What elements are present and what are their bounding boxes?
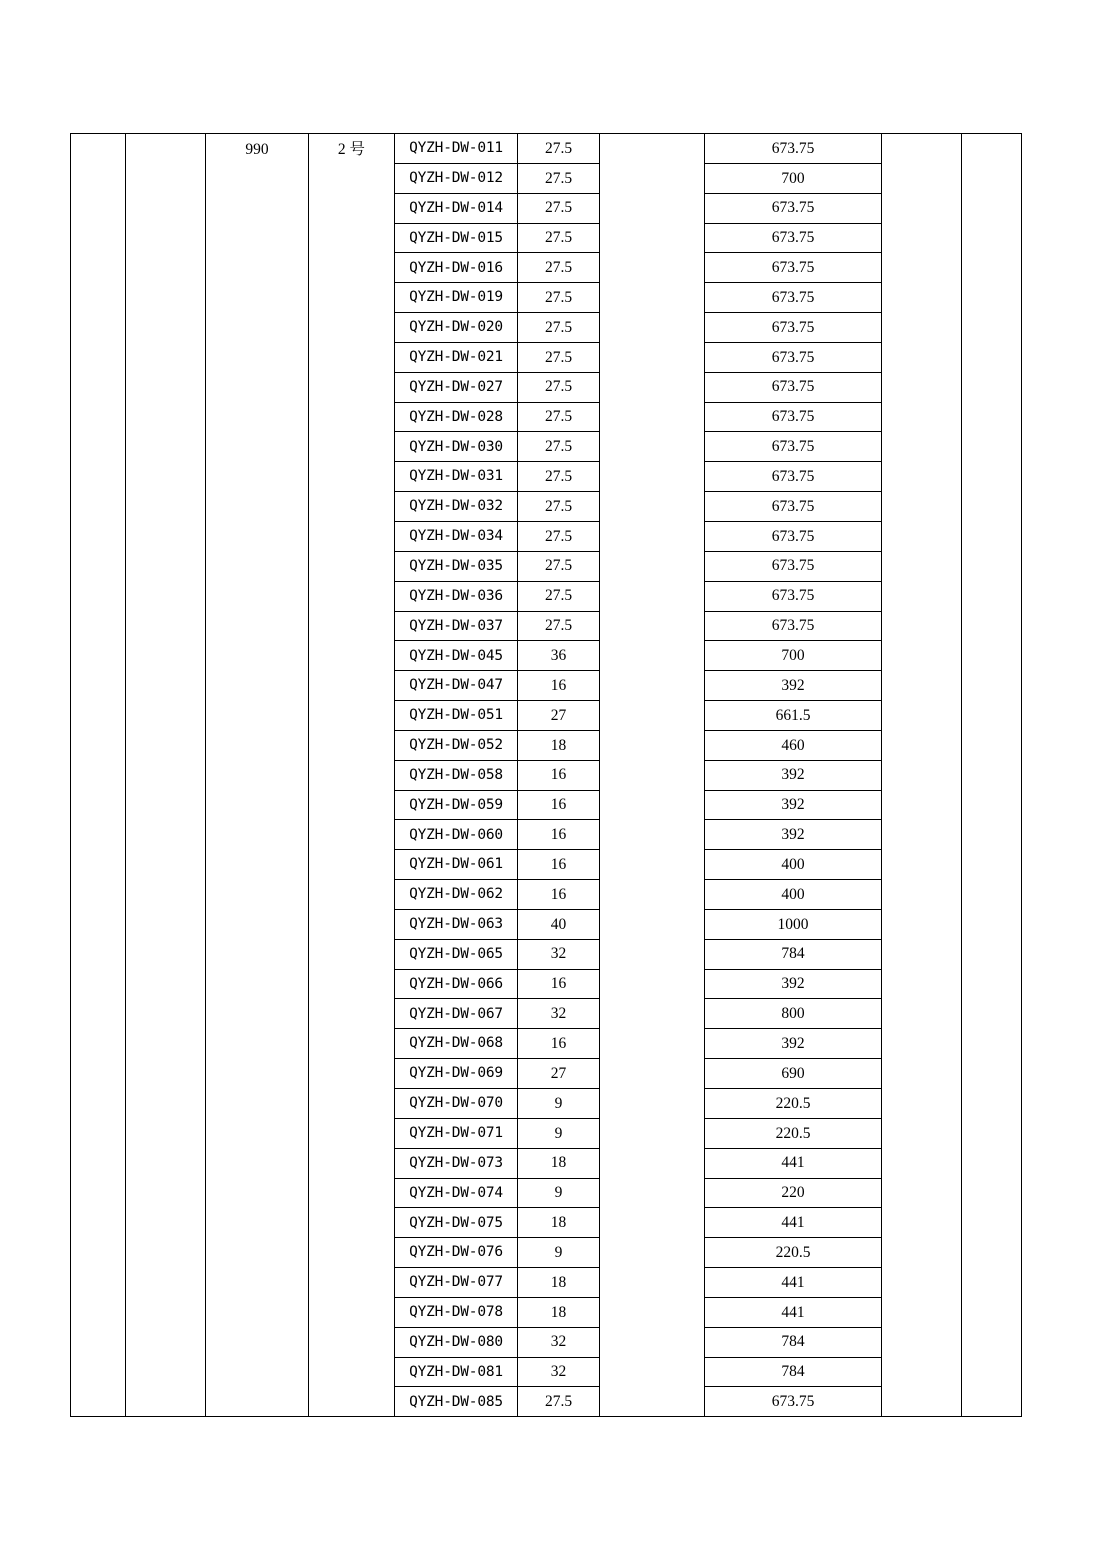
qty-cell: 16 xyxy=(518,790,600,820)
merged-col-7-cell xyxy=(600,134,705,1417)
qty-cell: 27.5 xyxy=(518,223,600,253)
amount-cell: 400 xyxy=(705,850,882,880)
code-cell: QYZH-DW-051 xyxy=(395,701,518,731)
code-cell: QYZH-DW-058 xyxy=(395,760,518,790)
amount-cell: 673.75 xyxy=(705,283,882,313)
amount-cell: 220 xyxy=(705,1178,882,1208)
merged-col-10-cell xyxy=(962,134,1022,1417)
code-cell: QYZH-DW-075 xyxy=(395,1208,518,1238)
amount-cell: 673.75 xyxy=(705,611,882,641)
amount-cell: 673.75 xyxy=(705,432,882,462)
qty-cell: 16 xyxy=(518,1029,600,1059)
code-cell: QYZH-DW-012 xyxy=(395,163,518,193)
qty-cell: 27.5 xyxy=(518,163,600,193)
code-cell: QYZH-DW-021 xyxy=(395,342,518,372)
amount-cell: 441 xyxy=(705,1297,882,1327)
merged-number-label-cell: 2 号 xyxy=(309,134,395,1417)
amount-cell: 441 xyxy=(705,1268,882,1298)
amount-cell: 784 xyxy=(705,1357,882,1387)
code-cell: QYZH-DW-063 xyxy=(395,909,518,939)
qty-cell: 27.5 xyxy=(518,342,600,372)
code-cell: QYZH-DW-047 xyxy=(395,671,518,701)
amount-cell: 673.75 xyxy=(705,1387,882,1417)
merged-col-1-cell xyxy=(71,134,126,1417)
qty-cell: 27.5 xyxy=(518,313,600,343)
qty-cell: 16 xyxy=(518,760,600,790)
code-cell: QYZH-DW-067 xyxy=(395,999,518,1029)
amount-cell: 673.75 xyxy=(705,223,882,253)
code-cell: QYZH-DW-037 xyxy=(395,611,518,641)
qty-cell: 18 xyxy=(518,1268,600,1298)
qty-cell: 27.5 xyxy=(518,134,600,164)
code-cell: QYZH-DW-019 xyxy=(395,283,518,313)
code-cell: QYZH-DW-011 xyxy=(395,134,518,164)
amount-cell: 800 xyxy=(705,999,882,1029)
code-cell: QYZH-DW-027 xyxy=(395,372,518,402)
qty-cell: 18 xyxy=(518,1148,600,1178)
code-cell: QYZH-DW-045 xyxy=(395,641,518,671)
amount-cell: 690 xyxy=(705,1059,882,1089)
amount-cell: 673.75 xyxy=(705,551,882,581)
code-cell: QYZH-DW-074 xyxy=(395,1178,518,1208)
qty-cell: 27.5 xyxy=(518,402,600,432)
qty-cell: 27.5 xyxy=(518,432,600,462)
code-cell: QYZH-DW-016 xyxy=(395,253,518,283)
amount-cell: 392 xyxy=(705,1029,882,1059)
qty-cell: 16 xyxy=(518,850,600,880)
qty-cell: 32 xyxy=(518,1357,600,1387)
qty-cell: 32 xyxy=(518,999,600,1029)
amount-cell: 392 xyxy=(705,820,882,850)
amount-cell: 673.75 xyxy=(705,402,882,432)
qty-cell: 32 xyxy=(518,939,600,969)
code-cell: QYZH-DW-066 xyxy=(395,969,518,999)
amount-cell: 1000 xyxy=(705,909,882,939)
amount-cell: 220.5 xyxy=(705,1118,882,1148)
amount-cell: 392 xyxy=(705,969,882,999)
qty-cell: 9 xyxy=(518,1238,600,1268)
code-cell: QYZH-DW-059 xyxy=(395,790,518,820)
qty-cell: 27 xyxy=(518,701,600,731)
qty-cell: 27.5 xyxy=(518,462,600,492)
code-cell: QYZH-DW-032 xyxy=(395,492,518,522)
amount-cell: 673.75 xyxy=(705,253,882,283)
table-body xyxy=(71,134,1022,1417)
code-cell: QYZH-DW-052 xyxy=(395,730,518,760)
code-cell: QYZH-DW-060 xyxy=(395,820,518,850)
qty-cell: 27.5 xyxy=(518,581,600,611)
code-cell: QYZH-DW-071 xyxy=(395,1118,518,1148)
amount-cell: 784 xyxy=(705,939,882,969)
code-cell: QYZH-DW-085 xyxy=(395,1387,518,1417)
qty-cell: 18 xyxy=(518,1297,600,1327)
amount-cell: 441 xyxy=(705,1148,882,1178)
qty-cell: 27.5 xyxy=(518,283,600,313)
amount-cell: 673.75 xyxy=(705,492,882,522)
qty-cell: 32 xyxy=(518,1327,600,1357)
qty-cell: 9 xyxy=(518,1089,600,1119)
merged-col-9-cell xyxy=(882,134,962,1417)
code-cell: QYZH-DW-020 xyxy=(395,313,518,343)
amount-cell: 392 xyxy=(705,790,882,820)
amount-cell: 220.5 xyxy=(705,1238,882,1268)
code-cell: QYZH-DW-078 xyxy=(395,1297,518,1327)
data-table xyxy=(70,133,1022,1417)
code-cell: QYZH-DW-035 xyxy=(395,551,518,581)
code-cell: QYZH-DW-036 xyxy=(395,581,518,611)
amount-cell: 460 xyxy=(705,730,882,760)
qty-cell: 27.5 xyxy=(518,372,600,402)
code-cell: QYZH-DW-028 xyxy=(395,402,518,432)
code-cell: QYZH-DW-068 xyxy=(395,1029,518,1059)
qty-cell: 9 xyxy=(518,1178,600,1208)
qty-cell: 40 xyxy=(518,909,600,939)
code-cell: QYZH-DW-062 xyxy=(395,880,518,910)
code-cell: QYZH-DW-015 xyxy=(395,223,518,253)
amount-cell: 673.75 xyxy=(705,342,882,372)
amount-cell: 673.75 xyxy=(705,134,882,164)
qty-cell: 16 xyxy=(518,820,600,850)
qty-cell: 9 xyxy=(518,1118,600,1148)
qty-cell: 27.5 xyxy=(518,551,600,581)
amount-cell: 700 xyxy=(705,641,882,671)
code-cell: QYZH-DW-069 xyxy=(395,1059,518,1089)
qty-cell: 18 xyxy=(518,1208,600,1238)
amount-cell: 220.5 xyxy=(705,1089,882,1119)
code-cell: QYZH-DW-080 xyxy=(395,1327,518,1357)
qty-cell: 18 xyxy=(518,730,600,760)
amount-cell: 392 xyxy=(705,760,882,790)
amount-cell: 784 xyxy=(705,1327,882,1357)
qty-cell: 27.5 xyxy=(518,492,600,522)
qty-cell: 27.5 xyxy=(518,253,600,283)
qty-cell: 16 xyxy=(518,880,600,910)
amount-cell: 661.5 xyxy=(705,701,882,731)
code-cell: QYZH-DW-034 xyxy=(395,521,518,551)
amount-cell: 673.75 xyxy=(705,372,882,402)
amount-cell: 700 xyxy=(705,163,882,193)
code-cell: QYZH-DW-065 xyxy=(395,939,518,969)
qty-cell: 27.5 xyxy=(518,1387,600,1417)
amount-cell: 673.75 xyxy=(705,193,882,223)
code-cell: QYZH-DW-073 xyxy=(395,1148,518,1178)
amount-cell: 441 xyxy=(705,1208,882,1238)
qty-cell: 16 xyxy=(518,969,600,999)
code-cell: QYZH-DW-076 xyxy=(395,1238,518,1268)
code-cell: QYZH-DW-070 xyxy=(395,1089,518,1119)
merged-value-990-cell: 990 xyxy=(206,134,309,1417)
amount-cell: 400 xyxy=(705,880,882,910)
amount-cell: 392 xyxy=(705,671,882,701)
code-cell: QYZH-DW-014 xyxy=(395,193,518,223)
qty-cell: 27 xyxy=(518,1059,600,1089)
merged-col-2-cell xyxy=(126,134,206,1417)
amount-cell: 673.75 xyxy=(705,581,882,611)
amount-cell: 673.75 xyxy=(705,462,882,492)
qty-cell: 16 xyxy=(518,671,600,701)
qty-cell: 36 xyxy=(518,641,600,671)
qty-cell: 27.5 xyxy=(518,521,600,551)
amount-cell: 673.75 xyxy=(705,313,882,343)
code-cell: QYZH-DW-061 xyxy=(395,850,518,880)
code-cell: QYZH-DW-077 xyxy=(395,1268,518,1298)
code-cell: QYZH-DW-031 xyxy=(395,462,518,492)
qty-cell: 27.5 xyxy=(518,193,600,223)
table-row xyxy=(71,134,1022,164)
qty-cell: 27.5 xyxy=(518,611,600,641)
code-cell: QYZH-DW-030 xyxy=(395,432,518,462)
amount-cell: 673.75 xyxy=(705,521,882,551)
code-cell: QYZH-DW-081 xyxy=(395,1357,518,1387)
